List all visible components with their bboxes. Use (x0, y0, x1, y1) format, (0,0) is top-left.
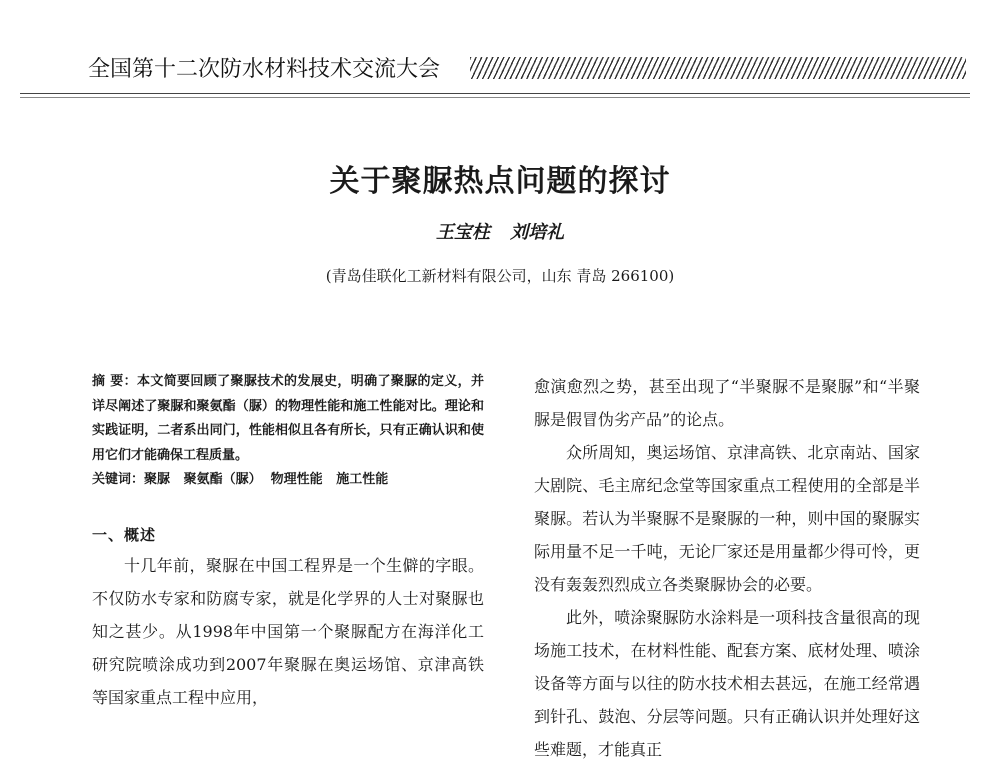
keywords: 关键词：聚脲 聚氨酯（脲） 物理性能 施工性能 (92, 472, 389, 487)
paper-affiliation: (青岛佳联化工新材料有限公司，山东 青岛 266100) (325, 267, 675, 285)
section-heading: 一、概述 (92, 526, 157, 544)
header-hatch-decoration (470, 57, 966, 79)
conference-title: 全国第十二次防水材料技术交流大会 (88, 57, 441, 82)
body-paragraph: 此外，喷涂聚脲防水涂料是一项科技含量很高的现场施工技术，在材料性能、配套方案、底材处理、喷涂设备等方面与以往的防水技术相去甚远，在施工经常遇到针孔、鼓泡、分层等问题。只有正确认识并处理好这些难题，才能真正 (534, 608, 920, 759)
body-paragraph: 十几年前，聚脲在中国工程界是一个生僻的字眼。不仅防水专家和防腐专家，就是化学界的人士对聚脲也知之甚少。从1998年中国第一个聚脲配方在海洋化工研究院喷涂成功到2007年聚脲在奥运场馆、京津高铁等国家重点工程中应用， (92, 556, 484, 707)
running-header (88, 50, 968, 90)
body-paragraph-continuation: 愈演愈烈之势，甚至出现了“半聚脲不是聚脲”和“半聚脲是假冒伪劣产品”的论点。 (534, 377, 920, 429)
paper-authors: 王宝柱 刘培礼 (435, 222, 565, 243)
header-rule-thin (20, 97, 970, 98)
left-column (92, 370, 484, 714)
abstract: 摘 要：本文简要回顾了聚脲技术的发展史，明确了聚脲的定义，并详尽阐述了聚脲和聚氨酯（脲）的物理性能和施工性能对比。理论和实践证明，二者系出同门，性能相似且各有所长，只有正确认识和使用它们才能确保工程质量。 (92, 374, 484, 463)
body-paragraph: 众所周知，奥运场馆、京津高铁、北京南站、国家大剧院、毛主席纪念堂等国家重点工程使用的全部是半聚脲。若认为半聚脲不是聚脲的一种，则中国的聚脲实际用量不足一千吨，无论厂家还是用量都少得可怜，更没有轰轰烈烈成立各类聚脲协会的必要。 (534, 443, 920, 594)
right-column (534, 370, 920, 766)
header-rule (20, 93, 970, 94)
paper-title: 关于聚脲热点问题的探讨 (329, 164, 671, 199)
